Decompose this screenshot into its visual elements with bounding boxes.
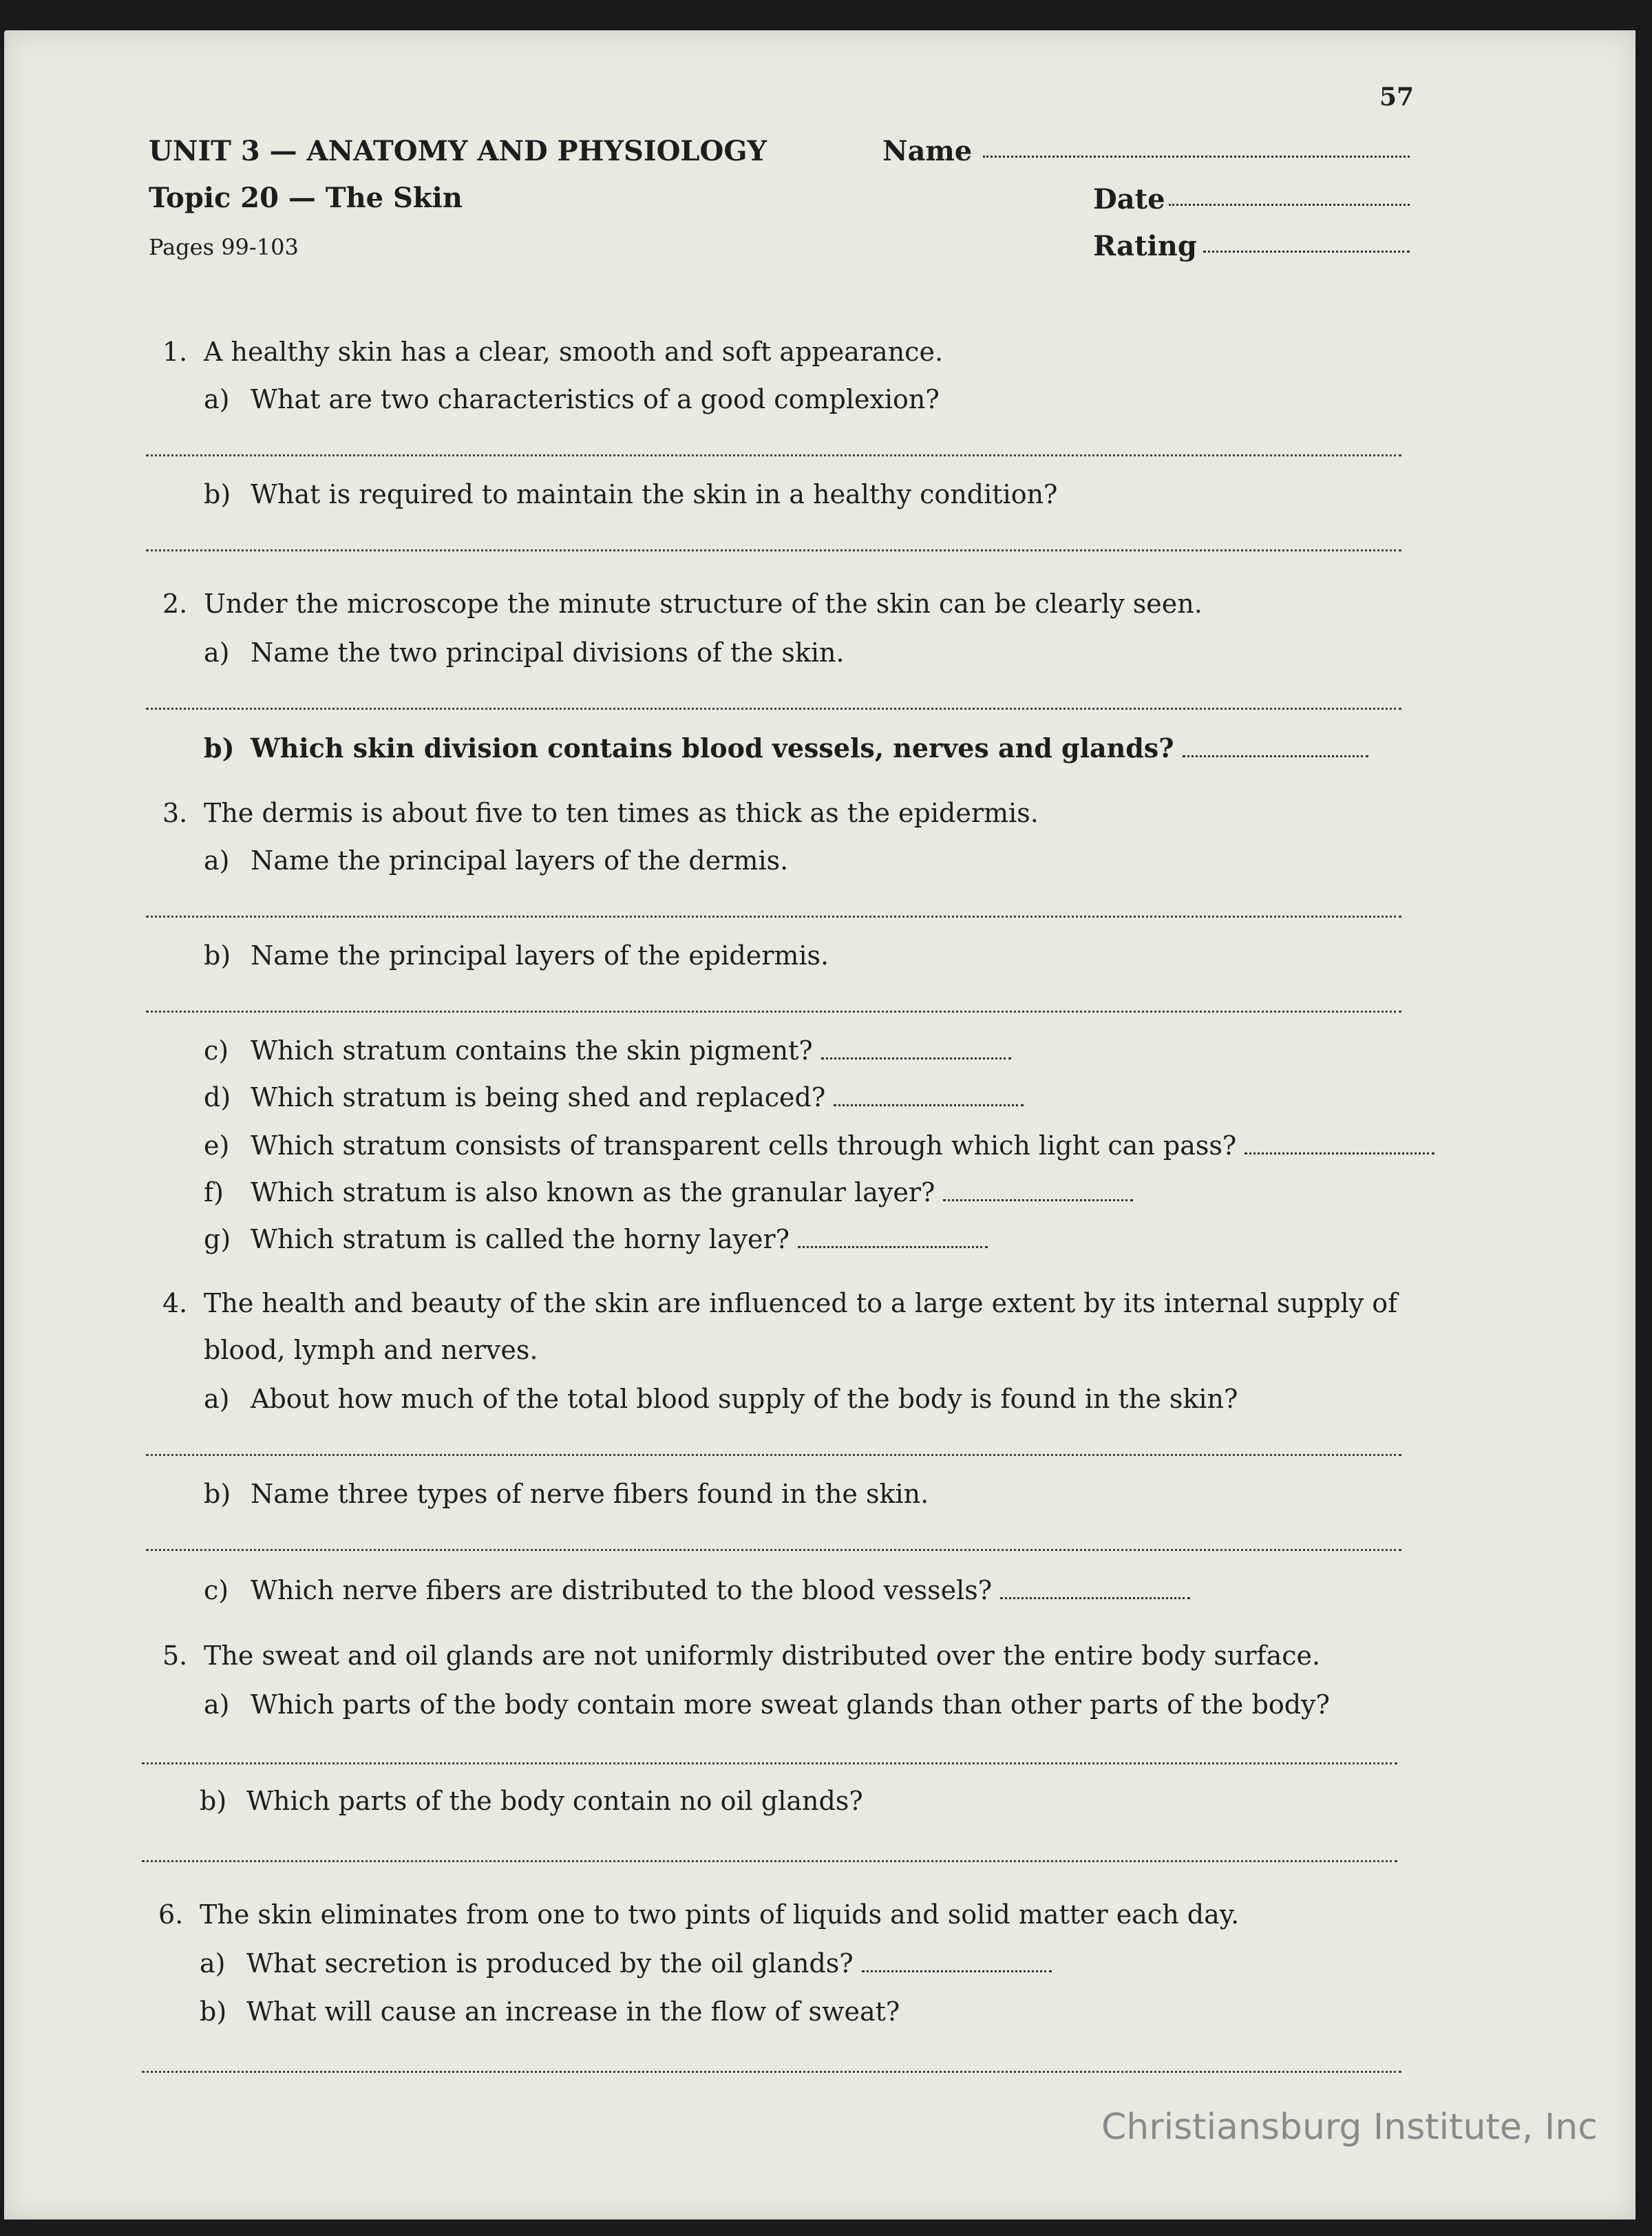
question-4	[162, 1289, 1397, 1319]
answer-blank-6a[interactable]	[862, 1951, 1052, 1972]
question-1	[162, 337, 943, 368]
sub-text: Which stratum is also known as the granular layer?	[251, 1177, 935, 1207]
question-3e	[204, 1130, 1434, 1161]
question-number: 4.	[162, 1288, 188, 1318]
question-6	[158, 1900, 1239, 1930]
sub-text: What secretion is produced by the oil glands?	[246, 1948, 854, 1979]
question-3b	[204, 940, 829, 971]
sub-letter: f)	[204, 1177, 224, 1207]
answer-blank-3f[interactable]	[943, 1180, 1133, 1201]
date-field[interactable]	[1169, 204, 1410, 206]
answer-blank-3c[interactable]	[821, 1038, 1011, 1059]
sub-letter: a)	[204, 637, 230, 668]
answer-line-1b[interactable]	[146, 549, 1401, 551]
sub-letter: c)	[204, 1035, 229, 1066]
answer-line-1a[interactable]	[146, 454, 1401, 456]
topic-title: Topic 20 — The Skin	[149, 182, 463, 214]
question-text: The sweat and oil glands are not uniformly distributed over the entire body surface.	[204, 1641, 1321, 1671]
sub-text: Which nerve fibers are distributed to the blood vessels?	[251, 1575, 993, 1605]
sub-letter: b)	[204, 732, 235, 763]
question-3	[162, 799, 1039, 829]
page-range: Pages 99-103	[149, 234, 299, 260]
question-3g	[204, 1224, 988, 1254]
question-1a	[204, 384, 940, 414]
question-text: Under the microscope the minute structure of the skin can be clearly seen.	[204, 589, 1203, 619]
question-text: A healthy skin has a clear, smooth and soft appearance.	[204, 337, 944, 367]
question-5	[162, 1641, 1320, 1671]
sub-letter: c)	[204, 1575, 229, 1605]
sub-letter: e)	[204, 1130, 230, 1161]
sub-letter: a)	[200, 1948, 226, 1979]
answer-blank-3e[interactable]	[1245, 1133, 1434, 1154]
sub-letter: b)	[204, 479, 231, 509]
sub-text: Which parts of the body contain no oil glands?	[246, 1786, 863, 1816]
question-4-continued: blood, lymph and nerves.	[204, 1335, 538, 1365]
sub-letter: a)	[204, 1384, 230, 1414]
sub-text: Which parts of the body contain more sweat glands than other parts of the body?	[251, 1689, 1330, 1720]
sub-text: Name the principal layers of the epidermis.	[251, 940, 829, 971]
answer-line-2a[interactable]	[146, 708, 1401, 710]
question-2	[162, 589, 1203, 620]
page-number: 57	[1379, 83, 1415, 112]
question-number: 5.	[162, 1641, 188, 1671]
sub-text: Name the two principal divisions of the skin.	[251, 637, 845, 668]
answer-line-3a[interactable]	[146, 916, 1401, 918]
answer-line-5b[interactable]	[142, 1860, 1397, 1862]
question-3a	[204, 845, 788, 876]
answer-line-6b[interactable]	[142, 2071, 1401, 2073]
question-number: 6.	[158, 1899, 184, 1930]
sub-text: Name three types of nerve fibers found in the skin.	[251, 1479, 929, 1509]
date-label: Date	[1093, 183, 1165, 215]
question-6b	[200, 1996, 900, 2027]
question-number: 1.	[162, 337, 188, 367]
sub-letter: b)	[200, 1786, 227, 1816]
question-3f	[204, 1177, 1133, 1207]
question-number: 3.	[162, 798, 188, 828]
sub-text: Which stratum contains the skin pigment?	[251, 1035, 813, 1066]
sub-text: What will cause an increase in the flow of sweat?	[246, 1996, 900, 2027]
sub-letter: b)	[204, 1479, 231, 1509]
question-3c	[204, 1035, 1011, 1066]
sub-letter: d)	[204, 1082, 231, 1112]
question-text: The dermis is about five to ten times as thick as the epidermis.	[204, 798, 1039, 828]
sub-letter: b)	[204, 940, 231, 971]
name-label: Name	[882, 135, 973, 167]
question-6a	[200, 1948, 1052, 1979]
sub-letter: a)	[204, 845, 230, 876]
sub-text: What are two characteristics of a good complexion?	[251, 384, 940, 414]
question-2a	[204, 637, 845, 668]
answer-blank-3g[interactable]	[798, 1227, 988, 1248]
sub-text: Which skin division contains blood vessels, nerves and glands?	[251, 732, 1174, 763]
sub-text: Which stratum consists of transparent cells through which light can pass?	[251, 1130, 1237, 1161]
question-4c	[204, 1575, 1190, 1605]
question-4a	[204, 1384, 1238, 1414]
question-text: The health and beauty of the skin are influenced to a large extent by its internal supply of	[204, 1288, 1398, 1318]
question-4b	[204, 1479, 929, 1509]
question-5b	[200, 1786, 863, 1816]
question-number: 2.	[162, 589, 188, 619]
sub-text: About how much of the total blood supply of the body is found in the skin?	[251, 1384, 1238, 1414]
sub-text: Name the principal layers of the dermis.	[251, 845, 789, 876]
rating-label: Rating	[1093, 230, 1197, 262]
question-1b	[204, 479, 1057, 509]
answer-blank-2b[interactable]	[1183, 736, 1368, 757]
sub-letter: a)	[204, 384, 230, 414]
sub-letter: b)	[200, 1996, 227, 2027]
answer-blank-4c[interactable]	[1000, 1578, 1190, 1599]
answer-line-3b[interactable]	[146, 1011, 1401, 1013]
question-5a	[204, 1689, 1330, 1720]
question-2b	[204, 732, 1368, 763]
watermark: Christiansburg Institute, Inc	[1101, 2107, 1598, 2148]
answer-blank-3d[interactable]	[834, 1085, 1024, 1106]
sub-letter: a)	[204, 1689, 230, 1720]
rating-field[interactable]	[1203, 251, 1410, 253]
sub-text: Which stratum is called the horny layer?	[251, 1224, 790, 1254]
name-field[interactable]	[983, 156, 1410, 158]
sub-letter: g)	[204, 1224, 231, 1254]
answer-line-5a[interactable]	[142, 1762, 1397, 1764]
answer-line-4a[interactable]	[146, 1454, 1401, 1456]
unit-title: UNIT 3 — ANATOMY AND PHYSIOLOGY	[149, 135, 767, 167]
question-text: The skin eliminates from one to two pints of liquids and solid matter each day.	[200, 1899, 1240, 1930]
answer-line-4b[interactable]	[146, 1549, 1401, 1551]
sub-text: Which stratum is being shed and replaced?	[251, 1082, 826, 1112]
sub-text: What is required to maintain the skin in a healthy condition?	[251, 479, 1058, 509]
question-3d	[204, 1082, 1024, 1112]
